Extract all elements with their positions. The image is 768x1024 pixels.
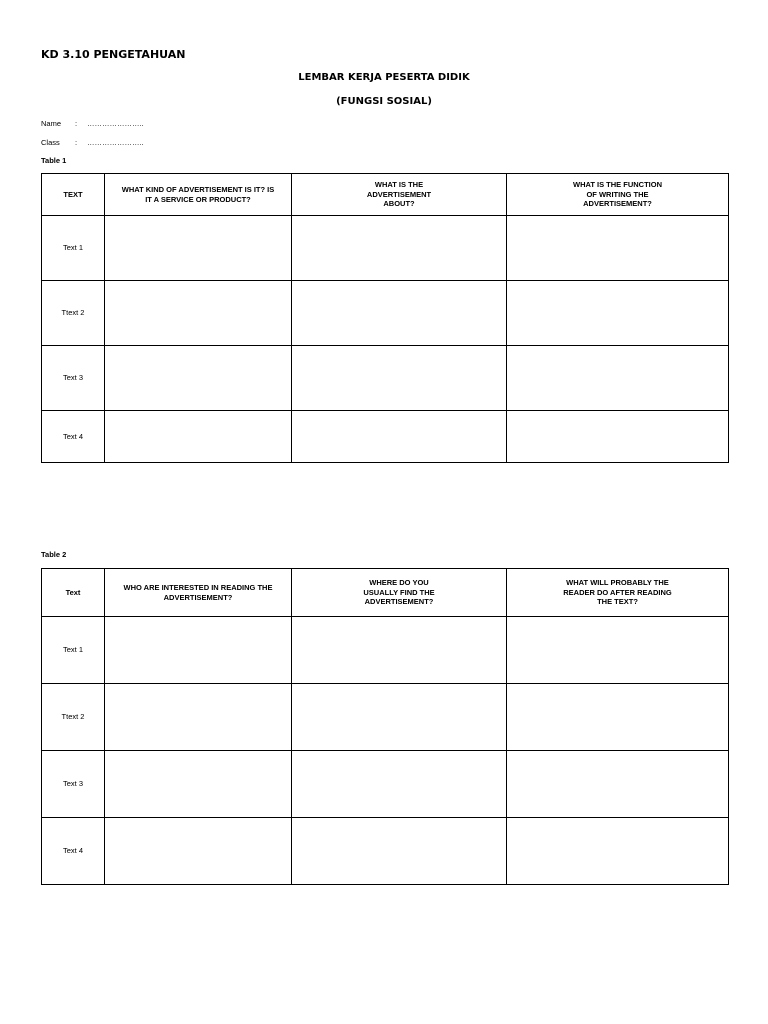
answer-cell[interactable] [292,617,507,684]
row-label: Text 4 [42,818,105,885]
row-label: Text 3 [42,346,105,411]
table-row [42,617,729,684]
row-label: Ttext 2 [42,281,105,346]
name-separator: : [75,119,78,128]
table1-header-function: WHAT IS THE FUNCTION OF WRITING THE ADVERTISEMENT? [507,174,729,216]
answer-cell[interactable] [292,751,507,818]
table1-header-about: WHAT IS THE ADVERTISEMENT ABOUT? [292,174,507,216]
document-heading: KD 3.10 PENGETAHUAN [41,48,186,61]
answer-cell[interactable] [105,617,292,684]
table-row [42,281,729,346]
row-label: Text 1 [42,617,105,684]
table2-header-text: Text [42,569,105,617]
table1-header-text: TEXT [42,174,105,216]
table2-header-reader-action: WHAT WILL PROBABLY THE READER DO AFTER READING THE TEXT? [507,569,729,617]
class-blank[interactable]: ………………….. [87,138,144,147]
table1-header-kind: WHAT KIND OF ADVERTISEMENT IS IT? IS IT A SERVICE OR PRODUCT? [105,174,292,216]
answer-cell[interactable] [507,216,729,281]
table-row [42,411,729,463]
answer-cell[interactable] [105,411,292,463]
row-label: Ttext 2 [42,684,105,751]
answer-cell[interactable] [105,216,292,281]
answer-cell[interactable] [292,216,507,281]
class-field [41,138,144,147]
worksheet-subtitle: (FUNGSI SOSIAL) [336,96,432,107]
answer-cell[interactable] [105,346,292,411]
table2-header-row [42,569,729,617]
class-label: Class [41,138,60,147]
answer-cell[interactable] [507,818,729,885]
answer-cell[interactable] [292,281,507,346]
table1 [41,173,729,463]
worksheet-title: LEMBAR KERJA PESERTA DIDIK [298,72,470,83]
answer-cell[interactable] [105,281,292,346]
table-row [42,684,729,751]
name-blank[interactable]: ………………….. [87,119,144,128]
table-row [42,346,729,411]
table-row [42,818,729,885]
table1-header-row [42,174,729,216]
answer-cell[interactable] [292,346,507,411]
answer-cell[interactable] [292,818,507,885]
answer-cell[interactable] [507,411,729,463]
answer-cell[interactable] [105,684,292,751]
table-row [42,751,729,818]
table1-label: Table 1 [41,156,67,165]
table2-header-interested: WHO ARE INTERESTED IN READING THE ADVERTISEMENT? [105,569,292,617]
answer-cell[interactable] [105,818,292,885]
answer-cell[interactable] [507,617,729,684]
table2 [41,568,729,885]
answer-cell[interactable] [507,751,729,818]
answer-cell[interactable] [292,684,507,751]
answer-cell[interactable] [507,346,729,411]
name-label: Name [41,119,62,128]
answer-cell[interactable] [105,751,292,818]
table2-label: Table 2 [41,550,67,559]
row-label: Text 1 [42,216,105,281]
name-field [41,119,144,128]
table-row [42,216,729,281]
table2-header-where: WHERE DO YOU USUALLY FIND THE ADVERTISEMENT? [292,569,507,617]
class-separator: : [75,138,78,147]
answer-cell[interactable] [507,684,729,751]
row-label: Text 3 [42,751,105,818]
row-label: Text 4 [42,411,105,463]
answer-cell[interactable] [292,411,507,463]
answer-cell[interactable] [507,281,729,346]
